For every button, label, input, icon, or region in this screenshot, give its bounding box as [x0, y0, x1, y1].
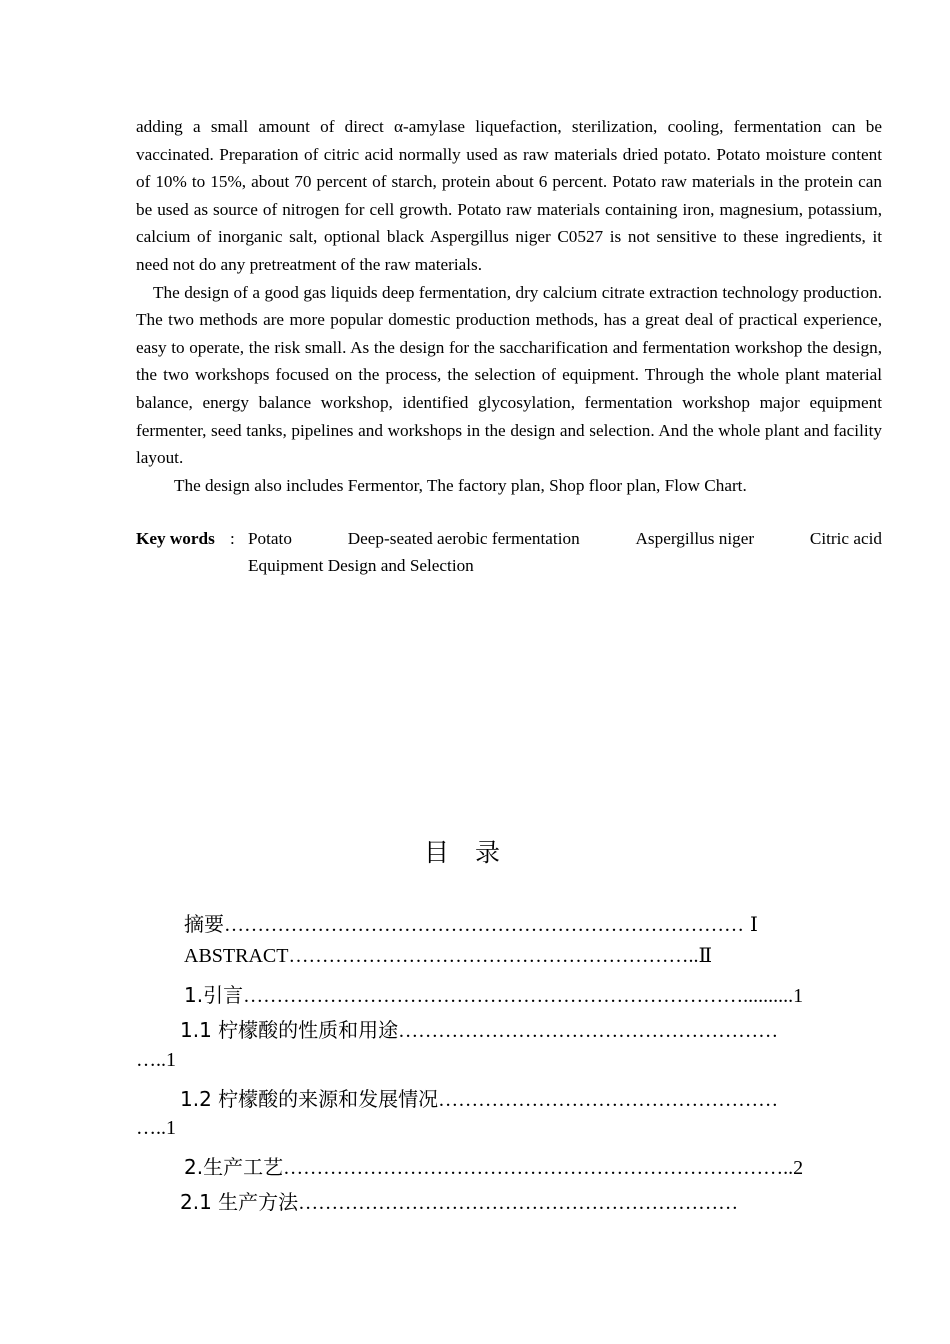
toc-title [0, 833, 950, 869]
toc-entry-label: 2.生产工艺 [184, 1155, 284, 1179]
toc-entry[interactable] [184, 979, 803, 1008]
toc-entry-leader: ………………………………………………………… [298, 1192, 739, 1214]
toc-entry-leader: …………………………………………………….. [288, 945, 699, 967]
toc-entry-label: 1.1 柠檬酸的性质和用途 [180, 1018, 399, 1042]
toc-entry-label: 摘要 [184, 912, 224, 936]
toc-entry-page: 2 [793, 1157, 804, 1179]
toc-entry-label: 2.1 生产方法 [180, 1190, 299, 1214]
toc-title-char: 目 [423, 838, 467, 867]
toc-entry-leader: ….. [136, 1117, 166, 1139]
toc-entry[interactable] [184, 1151, 803, 1180]
toc-entry-page: 1 [166, 1049, 176, 1071]
keywords-colon: : [230, 529, 235, 548]
toc-entry-leader: …………………………………………………………………… [224, 914, 744, 936]
toc-entry-label: 1.2 柠檬酸的来源和发展情况 [180, 1087, 439, 1111]
toc-entry-leader: …………………………………………… [438, 1089, 779, 1111]
toc-entry[interactable] [180, 1014, 778, 1043]
toc-entry-leader: ….. [136, 1049, 166, 1071]
abstract-paragraph-2: The design of a good gas liquids deep fermentation, dry calcium citrate extraction technology production. The two methods are more popular domestic production methods, has a great deal of practical experience, easy to operate, the risk small. As the design for the saccharification and fermentation workshop the design, the two workshops focused on the process, the selection of equipment. Through the whole plant material balance, energy balance workshop, identified glycosylation, fermentation workshop major equipment fermenter, seed tanks, pipelines and workshops in the design and selection. And the whole plant and facility layout. [136, 282, 882, 468]
abstract-body [136, 113, 882, 499]
toc-entry[interactable] [180, 1083, 778, 1112]
toc-entry[interactable] [180, 1186, 738, 1215]
toc-entry-page: 1 [166, 1117, 176, 1139]
toc-entry-page: Ⅰ [750, 914, 758, 936]
abstract-paragraph-1: adding a small amount of direct α-amylase liquefaction, sterilization, cooling, fermentation can be vaccinated. Preparation of citric acid normally used as raw materials dried potato. Potato moisture content of 10% to 15%, about 70 percent of starch, protein about 6 percent. Potato raw materials in the protein can be used as source of nitrogen for cell growth. Potato raw materials containing iron, magnesium, potassium, calcium of inorganic salt, optional black Aspergillus niger C0527 is not sensitive to these ingredients, it need not do any pretreatment of the raw materials. [136, 117, 882, 274]
toc-title-char: 录 [475, 838, 519, 867]
keyword-item: Equipment Design and Selection [248, 556, 474, 575]
toc-entry-leader: ………………………………………………………………….. [283, 1157, 794, 1179]
keyword-item: Citric acid [809, 529, 882, 548]
keywords-label: Key words [136, 529, 215, 548]
keywords-line [248, 525, 882, 553]
toc-entry-continuation[interactable] [136, 1117, 176, 1140]
toc-entry-label: 1.引言 [184, 983, 244, 1007]
toc-entry-label: ABSTRACT [184, 945, 289, 967]
toc-entry-continuation[interactable] [136, 1049, 176, 1072]
toc-entry-page: Ⅱ [698, 945, 713, 967]
toc-entry[interactable] [184, 943, 712, 968]
toc-entry[interactable] [184, 908, 758, 937]
toc-entry-leader: ………………………………………………………………….......... [243, 985, 794, 1007]
keyword-item: Aspergillus niger [635, 529, 755, 548]
keyword-item: Deep-seated aerobic fermentation [347, 529, 580, 548]
toc-entry-leader: ………………………………………………… [398, 1020, 779, 1042]
abstract-paragraph-3: The design also includes Fermentor, The factory plan, Shop floor plan, Flow Chart. [174, 475, 747, 495]
keyword-item: Potato [248, 529, 292, 548]
toc-entry-page: 1 [793, 985, 804, 1007]
